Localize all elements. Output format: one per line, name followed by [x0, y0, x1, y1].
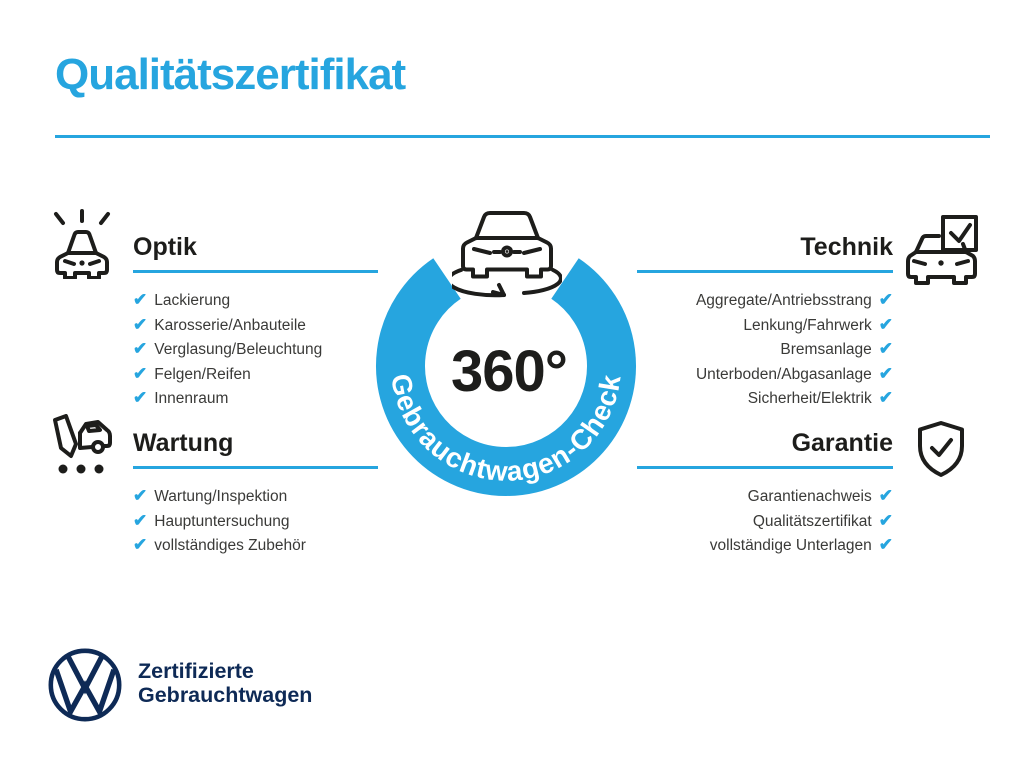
checklist-item — [625, 485, 893, 510]
checklist-item — [625, 510, 893, 535]
checklist-item-label: vollständiges Zubehör — [154, 537, 306, 554]
car-checkbox-icon — [906, 212, 978, 290]
brand-line-2: Gebrauchtwagen — [138, 682, 313, 707]
checklist-item-label: Unterboden/Abgasanlage — [695, 365, 872, 383]
checklist-item — [625, 338, 893, 363]
checklist-item — [625, 363, 893, 388]
checklist-item-label: Felgen/Reifen — [154, 365, 251, 383]
checklist-item-label: Karosserie/Anbauteile — [154, 316, 306, 334]
check-icon: ✔ — [878, 486, 893, 505]
check-icon: ✔ — [133, 290, 148, 309]
check-icon: ✔ — [878, 339, 893, 358]
service-checklist-icon — [46, 414, 116, 476]
checklist-item-label: Wartung/Inspektion — [154, 488, 288, 505]
title-divider — [55, 135, 990, 138]
check-icon: ✔ — [878, 314, 893, 334]
check-icon: ✔ — [133, 486, 148, 505]
section-underline — [637, 270, 893, 273]
car-shine-icon — [48, 209, 116, 279]
section-underline — [133, 270, 378, 273]
check-icon: ✔ — [133, 363, 148, 383]
section-title-wartung: Wartung — [133, 429, 234, 457]
technik-checklist — [625, 289, 893, 412]
ring-curved-label: Gebrauchtwagen-Check — [384, 371, 627, 488]
checklist-item-label: Bremsanlage — [780, 341, 872, 358]
section-garantie — [625, 428, 893, 559]
checklist-item-label: Garantienachweis — [747, 488, 872, 505]
checklist-item-label: Lackierung — [154, 292, 231, 309]
check-icon: ✔ — [133, 339, 148, 358]
check-icon: ✔ — [133, 535, 148, 554]
section-underline — [133, 466, 378, 469]
checklist-item — [133, 534, 401, 559]
checklist-item-label: Innenraum — [154, 390, 229, 407]
checklist-item-label: Lenkung/Fahrwerk — [743, 316, 872, 334]
check-icon: ✔ — [133, 510, 148, 530]
section-title-optik: Optik — [133, 233, 197, 261]
check-icon: ✔ — [878, 388, 893, 407]
page-title: Qualitätszertifikat — [55, 50, 406, 99]
brand-text — [138, 660, 312, 707]
checklist-item — [625, 534, 893, 559]
shield-check-icon — [916, 420, 966, 478]
checklist-item-label: Qualitätszertifikat — [752, 512, 872, 530]
checklist-item-label: Aggregate/Antriebsstrang — [695, 292, 872, 309]
checklist-item-label: Hauptuntersuchung — [154, 512, 290, 530]
check-icon: ✔ — [878, 510, 893, 530]
car-rotation-icon — [452, 206, 562, 298]
check-icon: ✔ — [133, 388, 148, 407]
check-icon: ✔ — [878, 535, 893, 554]
checklist-item-label: Verglasung/Beleuchtung — [154, 341, 323, 358]
section-underline — [637, 466, 893, 469]
checklist-item-label: Sicherheit/Elektrik — [747, 390, 872, 407]
checklist-item — [625, 314, 893, 339]
degree-value: 360° — [451, 339, 567, 404]
section-title-technik: Technik — [800, 233, 893, 261]
section-title-garantie: Garantie — [791, 429, 893, 457]
check-icon: ✔ — [878, 363, 893, 383]
section-technik — [625, 232, 893, 412]
garantie-checklist — [625, 485, 893, 559]
check-icon: ✔ — [878, 290, 893, 309]
checklist-item-label: vollständige Unterlagen — [709, 537, 872, 554]
checklist-item — [625, 289, 893, 314]
brand-line-1: Zertifizierte — [138, 659, 254, 683]
vw-logo — [47, 647, 123, 723]
check-icon: ✔ — [133, 314, 148, 334]
checklist-item — [625, 387, 893, 412]
